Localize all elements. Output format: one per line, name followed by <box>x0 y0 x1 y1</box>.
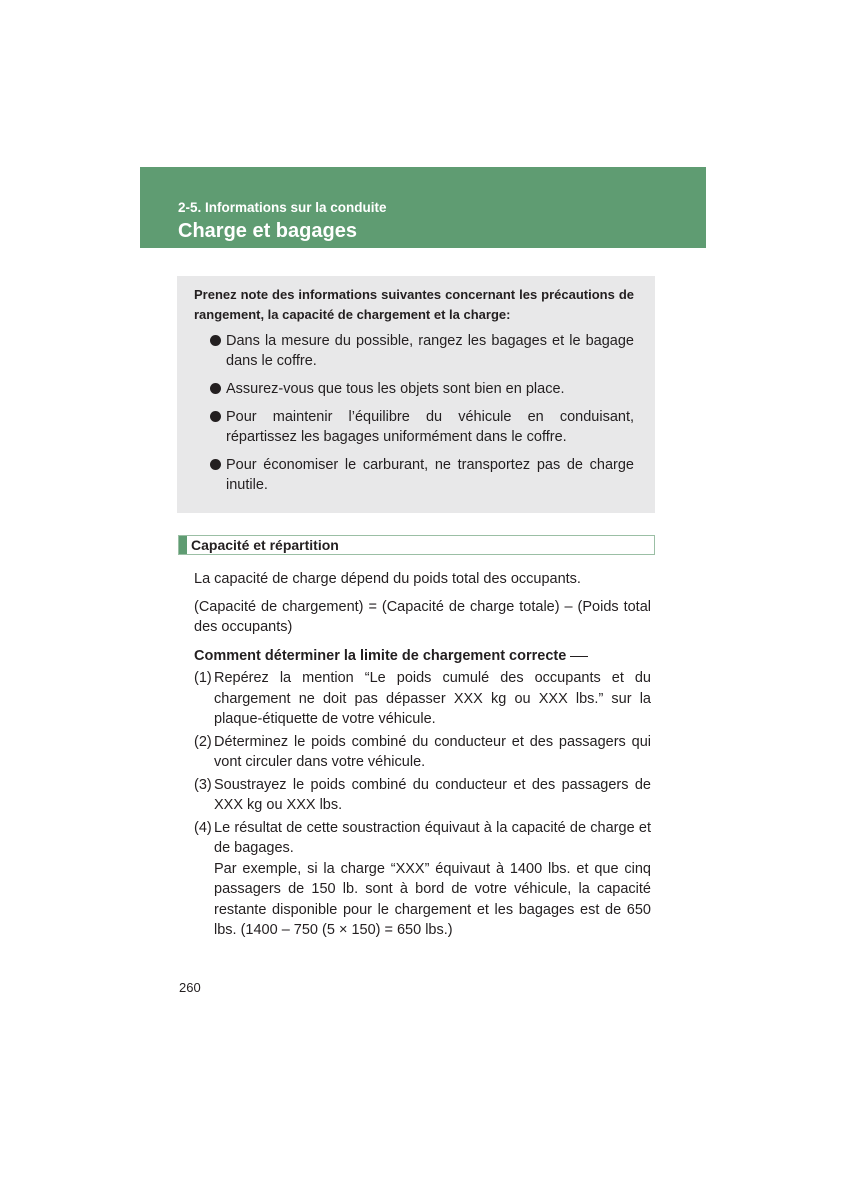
step-text: Déterminez le poids combiné du conducteur et des passagers qui vont circuler dans votre véhicule. <box>214 733 651 770</box>
notice-intro: Prenez note des informations suivantes concernant les précautions de rangement, la capacité de chargement et la charge: <box>194 287 634 322</box>
heading-accent-bar <box>179 536 187 554</box>
step-number: (4) <box>194 819 212 836</box>
step-text: Repérez la mention “Le poids cumulé des occupants et du chargement ne doit pas dépasser XXX kg ou XXX lbs.” sur la plaque-étiquette de votre véhicule. <box>214 670 651 727</box>
bullet-text: Pour maintenir l’équilibre du véhicule en conduisant, répartissez les bagages uniformément dans le coffre. <box>226 409 634 445</box>
procedure-steps <box>194 668 651 943</box>
subsection-heading <box>178 535 655 555</box>
list-item <box>210 379 634 399</box>
list-item <box>194 732 651 773</box>
notice-bullet-list <box>210 331 634 503</box>
bullet-icon <box>210 459 221 470</box>
procedure-lead <box>194 646 651 666</box>
list-item <box>194 668 651 730</box>
list-item <box>210 455 634 495</box>
notice-box <box>177 276 655 513</box>
chapter-header <box>140 167 706 248</box>
bullet-text: Dans la mesure du possible, rangez les bagages et le bagage dans le coffre. <box>226 333 634 369</box>
section-label: 2-5. Informations sur la conduite <box>178 200 387 215</box>
bullet-icon <box>210 335 221 346</box>
bullet-text: Assurez-vous que tous les objets sont bien en place. <box>226 381 565 397</box>
step-number: (1) <box>194 670 212 686</box>
list-item <box>210 407 634 447</box>
step-number: (3) <box>194 776 212 793</box>
page-title: Charge et bagages <box>178 220 357 242</box>
list-item <box>194 775 651 816</box>
bullet-icon <box>210 411 221 422</box>
step-example: Par exemple, si la charge “XXX” équivaut à 1400 lbs. et que cinq passagers de 150 lb. sont à bord de votre véhicule, la capacité restante disponible pour le chargement et les bagages est de 650 lbs. (1400 – 750 (5 × 150) = 650 lbs.) <box>214 860 651 938</box>
step-text: Le résultat de cette soustraction équivaut à la capacité de charge et de bagages. <box>214 819 651 856</box>
page-number: 260 <box>179 980 201 995</box>
step-text: Soustrayez le poids combiné du conducteur et des passagers de XXX kg ou XXX lbs. <box>214 776 651 813</box>
dash-rule <box>570 656 588 657</box>
subsection-heading-text: Capacité et répartition <box>191 537 339 553</box>
bullet-text: Pour économiser le carburant, ne transportez pas de charge inutile. <box>226 457 634 493</box>
capacity-paragraph-1: La capacité de charge dépend du poids total des occupants. <box>194 571 581 587</box>
bullet-icon <box>210 383 221 394</box>
step-number: (2) <box>194 733 212 750</box>
procedure-lead-text: Comment déterminer la limite de chargement correcte <box>194 648 567 664</box>
capacity-formula: (Capacité de chargement) = (Capacité de charge totale) – (Poids total des occupants) <box>194 599 651 635</box>
list-item <box>210 331 634 371</box>
list-item <box>194 818 651 941</box>
